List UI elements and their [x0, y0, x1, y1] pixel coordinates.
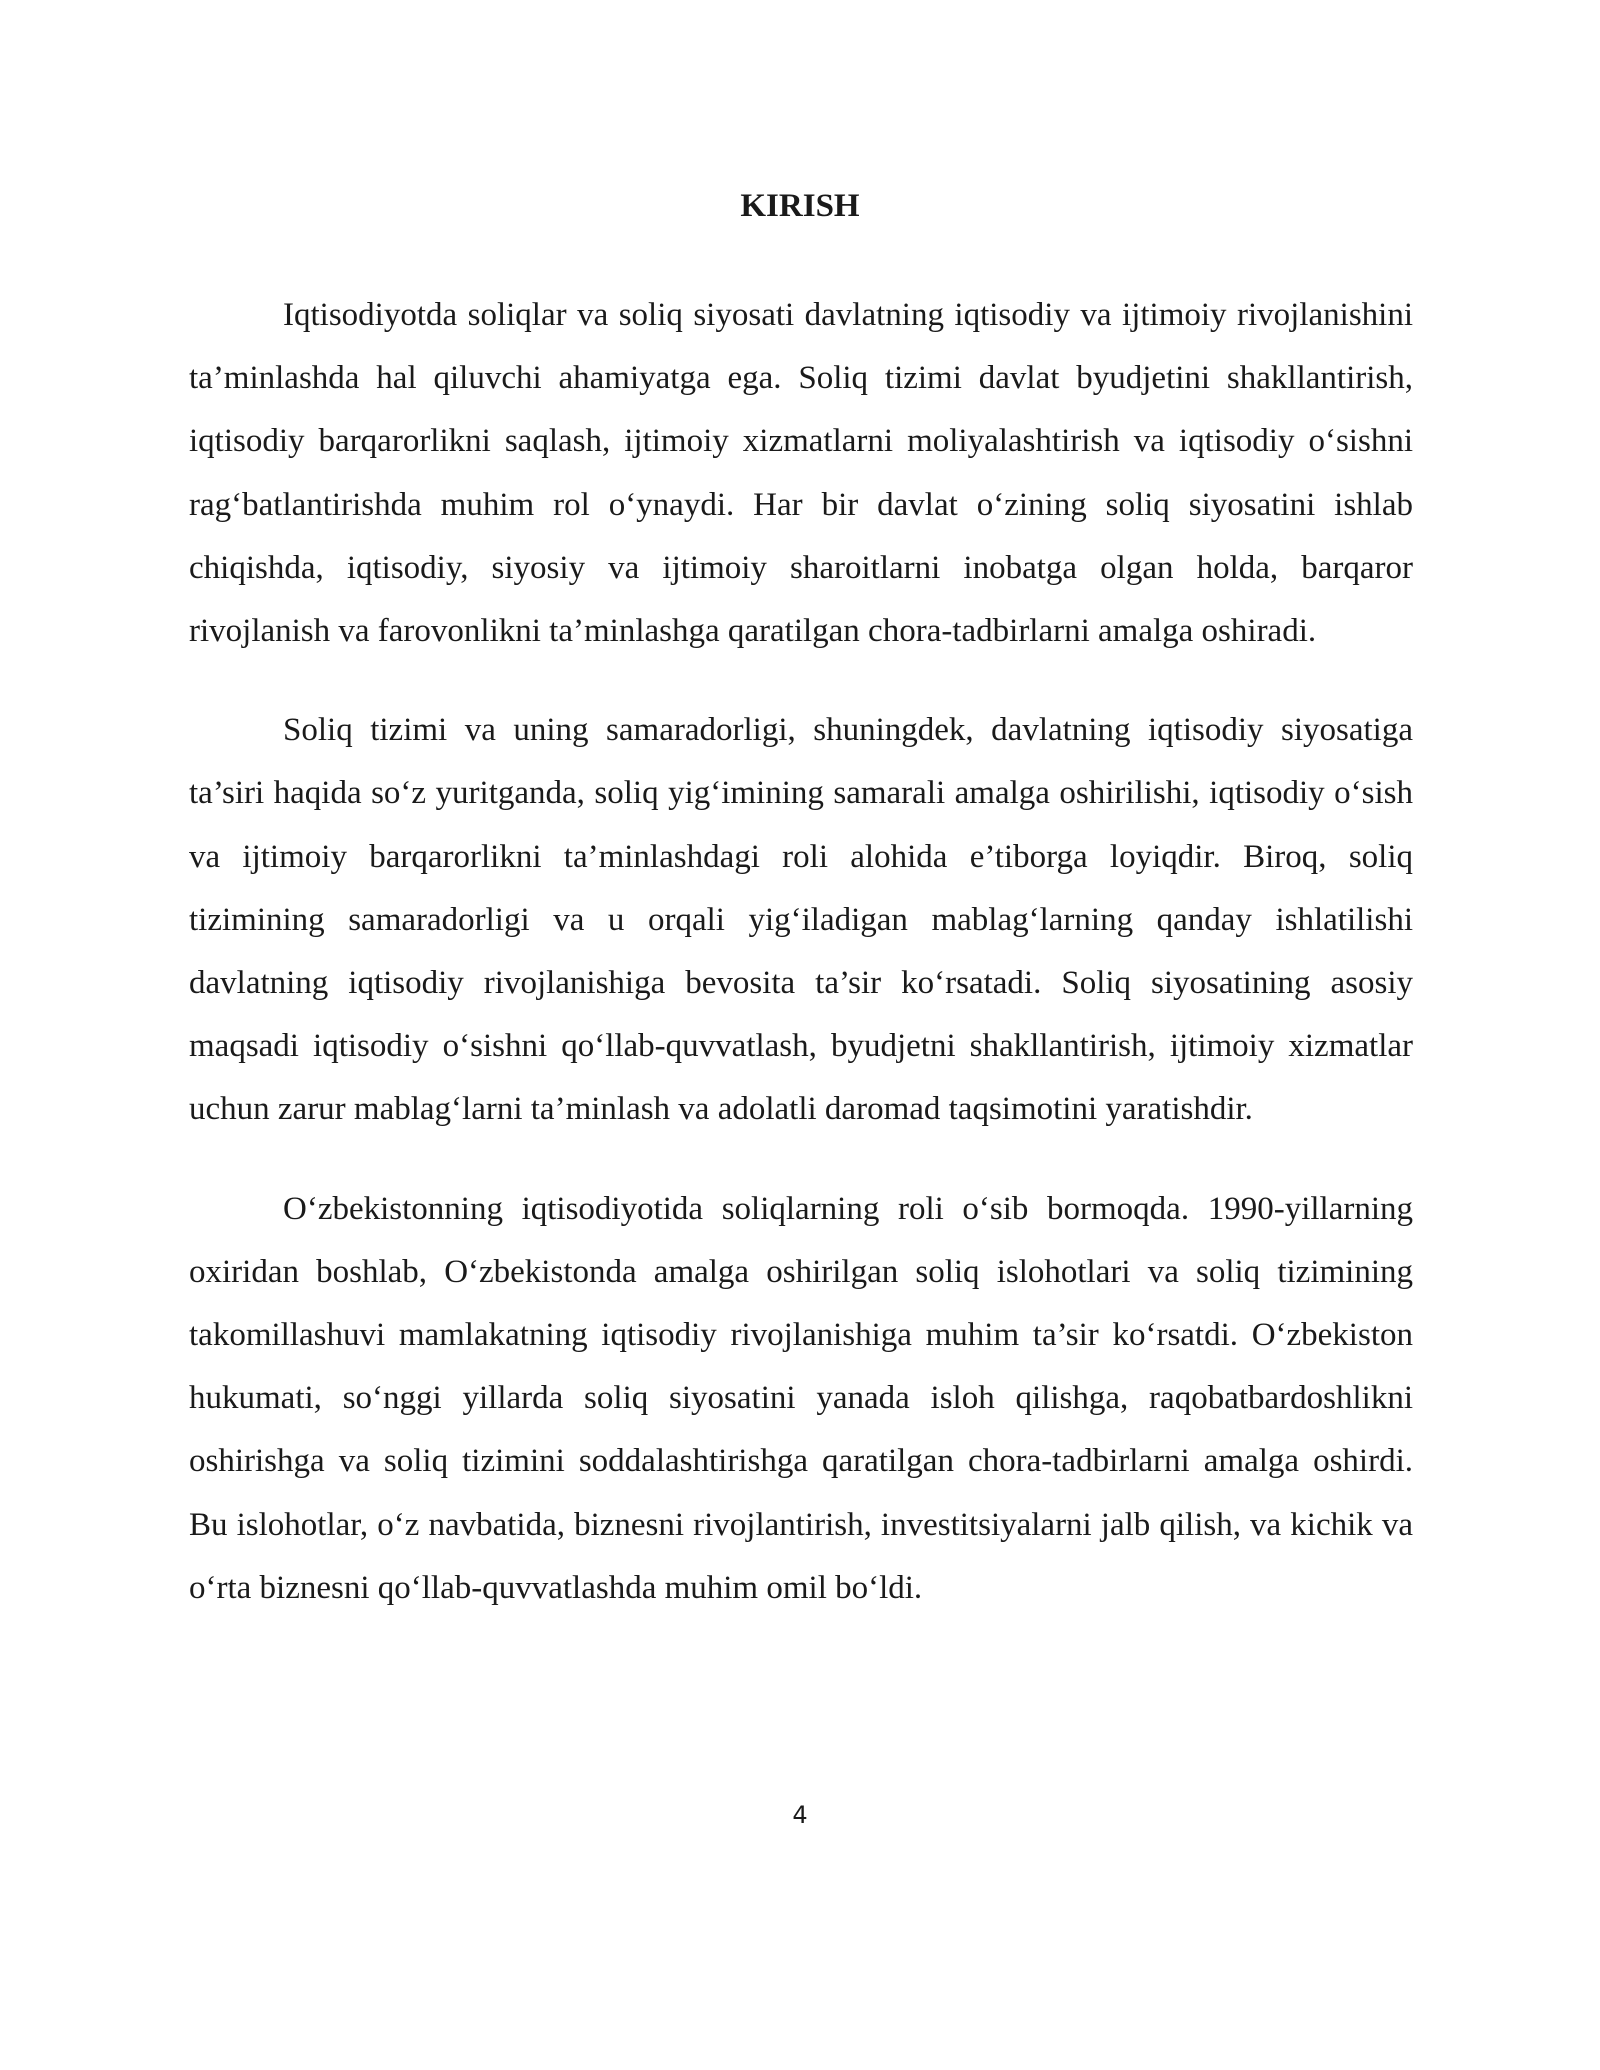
paragraph: Soliq tizimi va uning samaradorligi, shuningdek, davlatning iqtisodiy siyosatiga ta’siri haqida so‘z yuritganda, soliq yig‘imining samarali amalga oshirilishi, iqtisodiy o‘sish va ijtimoiy barqarorlikni ta’minlashdagi roli alohida e’tiborga loyiqdir. Biroq, soliq tizimining samaradorligi va u orqali yig‘iladigan mablag‘larning qanday ishlatilishi davlatning iqtisodiy rivojlanishiga bevosita ta’sir ko‘rsatadi. Soliq siyosatining asosiy maqsadi iqtisodiy o‘sishni qo‘llab-quvvatlash, byudjetni shakllantirish, ijtimoiy xizmatlar uchun zarur mablag‘larni ta’minlash va adolatli daromad taqsimotini yaratishdir.	[189, 712, 1413, 1128]
section-heading: KIRISH	[740, 188, 860, 224]
paragraph: O‘zbekistonning iqtisodiyotida soliqlarning roli o‘sib bormoqda. 1990-yillarning oxiridan boshlab, O‘zbekistonda amalga oshirilgan soliq islohotlari va soliq tizimining takomillashuvi mamlakatning iqtisodiy rivojlanishiga muhim ta’sir ko‘rsatdi. O‘zbekiston hukumati, so‘nggi yillarda soliq siyosatini yanada isloh qilishga, raqobatbardoshlikni oshirishga va soliq tizimini soddalashtirishga qaratilgan chora-tadbirlarni amalga oshirdi. Bu islohotlar, o‘z navbatida, biznesni rivojlantirish, investitsiyalarni jalb qilish, va kichik va o‘rta biznesni qo‘llab-quvvatlashda muhim omil bo‘ldi.	[189, 1190, 1413, 1606]
body-text	[189, 284, 1413, 1656]
page-number: 4	[792, 1801, 808, 1829]
paragraph: Iqtisodiyotda soliqlar va soliq siyosati davlatning iqtisodiy va ijtimoiy rivojlanishini ta’minlashda hal qiluvchi ahamiyatga ega. Soliq tizimi davlat byudjetini shakllantirish, iqtisodiy barqarorlikni saqlash, ijtimoiy xizmatlarni moliyalashtirish va iqtisodiy o‘sishni rag‘batlantirishda muhim rol o‘ynaydi. Har bir davlat o‘zining soliq siyosatini ishlab chiqishda, iqtisodiy, siyosiy va ijtimoiy sharoitlarni inobatga olgan holda, barqaror rivojlanish va farovonlikni ta’minlashga qaratilgan chora-tadbirlarni amalga oshiradi.	[189, 297, 1413, 650]
